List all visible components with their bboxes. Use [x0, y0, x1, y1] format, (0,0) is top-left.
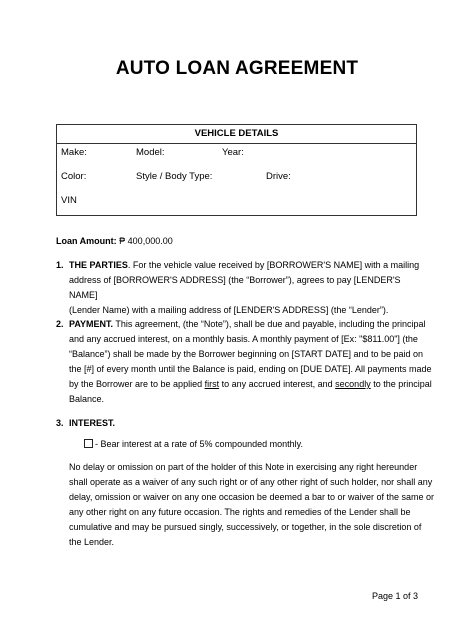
document-title: AUTO LOAN AGREEMENT [115, 58, 359, 79]
section-2-line-3: “Balance”) shall be made by the Borrower beginning on [START DATE] and to be paid on [69, 349, 424, 359]
section-2-payment [69, 317, 439, 407]
secondly-underlined: secondly [335, 379, 371, 389]
loan-amount-label: Loan Amount: [56, 236, 117, 246]
section-2-number: 2. [56, 319, 64, 329]
section-1-number: 1. [56, 260, 64, 270]
waiver-line-2: shall operate as a waiver of any such right or of any other right of such holder, nor shall any [69, 477, 433, 487]
section-2-heading: PAYMENT. [69, 319, 114, 329]
interest-option [84, 437, 303, 452]
section-2-line-5: by the Borrower are to be applied first to any accrued interest, and secondly to the principal [69, 379, 432, 389]
make-field: Make: [61, 147, 87, 158]
section-3-heading: INTEREST. [69, 418, 116, 428]
color-field: Color: [61, 171, 87, 182]
section-2-line-6: Balance. [69, 394, 105, 404]
section-1-line-2: address of [BORROWER'S ADDRESS] (the “Borrower”), agrees to pay [LENDER'S NAME] [69, 275, 401, 300]
section-2-line-1: PAYMENT. This agreement, (the “Note”), shall be due and payable, including the principal [69, 319, 426, 329]
interest-option-label: - Bear interest at a rate of 5% compounded monthly. [95, 439, 303, 449]
section-2-line-2: and any accrued interest, on a monthly basis. A monthly payment of [Ex: "$811.00"] (the [69, 334, 418, 344]
waiver-line-5: cumulative and may be pursued singly, successively, or together, in the sole discretion of [69, 522, 422, 532]
vin-field: VIN [61, 195, 77, 206]
section-3-number: 3. [56, 418, 64, 428]
section-2-line-4: the [#] of every month until the Balance is paid, ending on [DUE DATE]. All payments made [69, 364, 432, 374]
section-1-line-1: THE PARTIES. For the vehicle value received by [BORROWER'S NAME] with a mailing [69, 260, 420, 270]
first-underlined: first [204, 379, 220, 389]
model-field: Model: [136, 147, 165, 158]
section-1-line-3: (Lender Name) with a mailing address of [LENDER'S ADDRESS] (the “Lender”). [69, 305, 389, 315]
vehicle-details-table [56, 124, 417, 216]
page-number: Page 1 of 3 [372, 591, 419, 601]
drive-field: Drive: [266, 171, 291, 182]
vehicle-details-heading: VEHICLE DETAILS [57, 125, 416, 144]
loan-amount-value: ₱ 400,000.00 [119, 236, 173, 246]
style-body-type-field: Style / Body Type: [136, 171, 213, 182]
waiver-line-1: No delay or omission on part of the holder of this Note in exercising any right hereunder [69, 462, 418, 472]
loan-amount [56, 234, 173, 249]
year-field: Year: [222, 147, 244, 158]
section-3-waiver-paragraph [69, 460, 441, 550]
waiver-line-3: delay, omission or waiver on any one occasion be deemed a bar to or waiver of the same or [69, 492, 435, 502]
waiver-line-6: the Lender. [69, 537, 115, 547]
waiver-line-4: any other right on any future occasion. The rights and remedies of the Lender shall be [69, 507, 411, 517]
checkbox-icon[interactable] [84, 439, 93, 448]
section-1-parties [69, 258, 429, 318]
section-1-heading: THE PARTIES [69, 260, 128, 270]
